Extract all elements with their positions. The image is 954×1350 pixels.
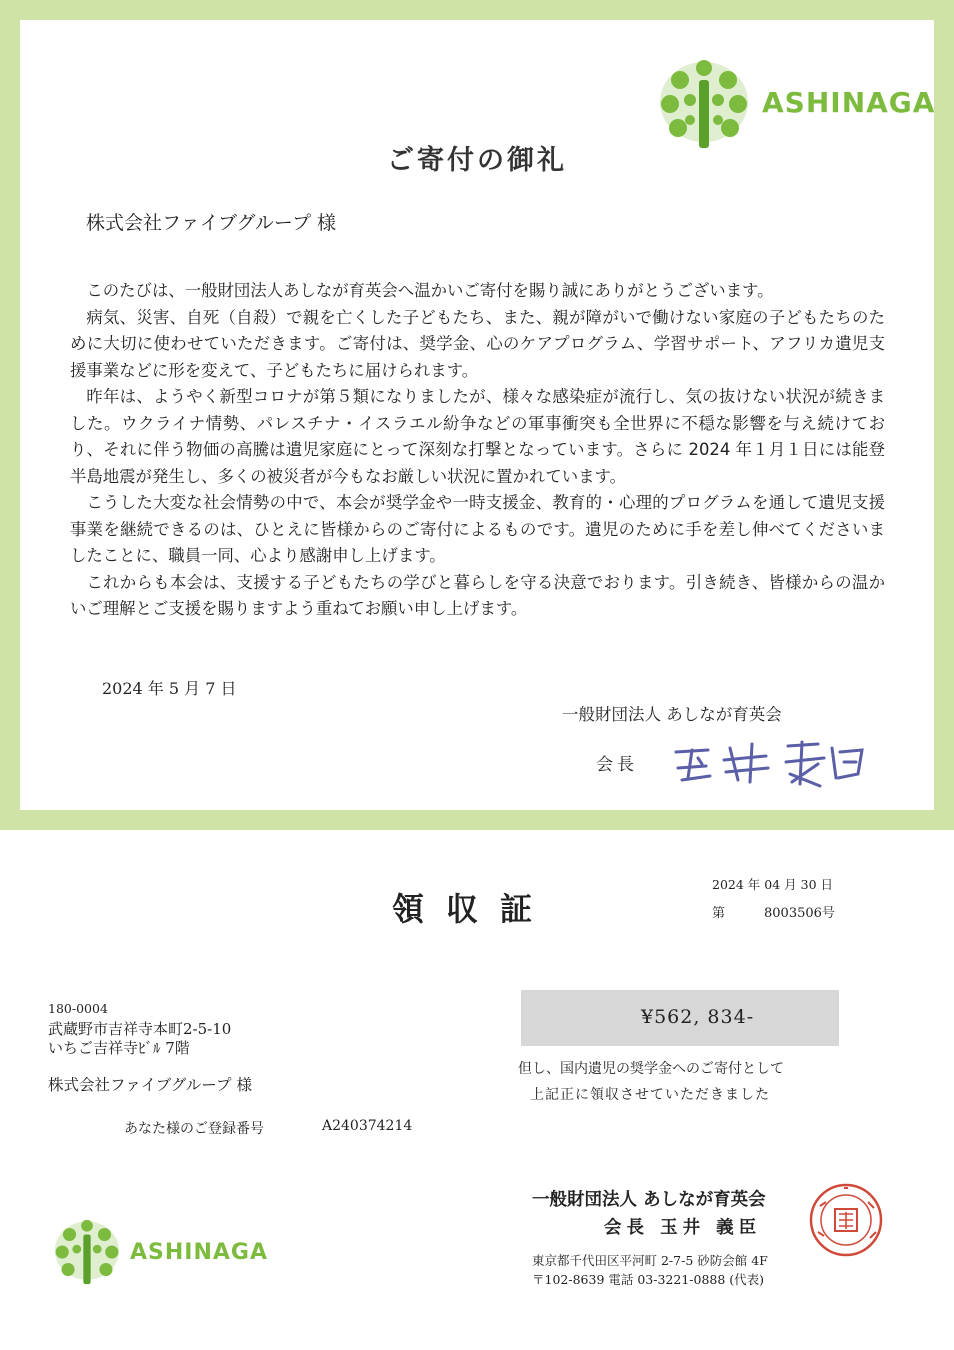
receipt-addressee: 株式会社ファイブグループ 様 [48,1076,252,1094]
ashinaga-tree-logo-icon [656,58,752,150]
letter-paragraph: こうした大変な社会情勢の中で、本会が奨学金や一時支援金、教育的・心理的プログラムを通して遺児支援事業を継続できるのは、ひとえに皆様からのご寄付によるものです。遺児のために手を差し伸べてくださいましたことに、職員一同、心より感謝申し上げます。 [70,493,885,565]
issuer-organization: 一般財団法人 あしなが育英会 [532,1190,766,1210]
letter-paragraph: 昨年は、ようやく新型コロナが第５類になりましたが、様々な感染症が流行し、気の抜けない状況が続きました。ウクライナ情勢、パレスチナ・イスラエル紛争などの軍事衝突も全世界に不穏な影響を与え続けており、それに伴う物価の高騰は遺児家庭にとって深刻な打撃となっています。さらに 2024 年１月１日には能登半島地震が発生し、多くの被災者が今もなお厳しい状況に置かれています。 [70,387,885,486]
registration-label: あなた様のご登録番号 [124,1121,264,1137]
ashinaga-tree-logo-small-icon [52,1218,122,1286]
letter-paragraph: これからも本会は、支援する子どもたちの学びと暮らしを守る決意でおります。引き続き、皆様からの温かいご理解とご支援を賜りますよう重ねてお願い申し上げます。 [70,572,885,618]
address-line-1: 武蔵野市吉祥寺本町2-5-10 [48,1020,232,1038]
ashinaga-logo-small-text: ASHINAGA [130,1240,268,1265]
address-line-2: いちご吉祥寺ﾋﾞﾙ 7階 [48,1039,190,1057]
amount-box [521,990,839,1046]
letter-recipient: 株式会社ファイブグループ 様 [86,212,337,234]
handwritten-signature [668,734,868,794]
receipt-number: 8003506号 [764,906,835,921]
letter-chair-label: 会長 [596,755,638,775]
ashinaga-logo-text: ASHINAGA [762,86,936,119]
letter-title: ご寄付の御礼 [387,145,567,176]
letter-paragraph: 病気、災害、自死（自殺）で親を亡くした子どもたち、また、親が障がいで働けない家庭の子どもたちのために大切に使わせていただきます。ご寄付は、奨学金、心のケアプログラム、学習サポート、アフリカ遺児支援事業などに形を変えて、子どもたちに届けられます。 [70,307,885,380]
issuer-telephone: 〒102-8639 電話 03-3221-0888 (代表) [532,1272,765,1287]
issuer-chair: 会長 玉井 義臣 [604,1218,762,1238]
registration-number: A240374214 [322,1118,413,1134]
letter-date: 2024 年 5 月 7 日 [102,679,237,698]
letter-organization: 一般財団法人 あしなが育英会 [562,705,782,724]
receipt-amount: ¥562, 834- [641,1006,755,1028]
receipt-date: 2024 年 04 月 30 日 [712,877,833,892]
official-seal-stamp-icon [808,1182,884,1262]
receipt-note-2: 上記正に領収させていただきました [530,1087,770,1103]
issuer-address: 東京都千代田区平河町 2-7-5 砂防会館 4F [532,1253,768,1268]
receipt-title: 領収証 [392,890,555,928]
receipt-number-label: 第 [712,906,726,921]
receipt-note-1: 但し、国内遺児の奨学金へのご寄付として [518,1061,784,1077]
letter-paragraph: このたびは、一般財団法人あしなが育英会へ温かいご寄付を賜り誠にありがとうございます。 [86,281,774,300]
postal-code: 180-0004 [48,1001,108,1016]
letter-body [70,278,885,623]
